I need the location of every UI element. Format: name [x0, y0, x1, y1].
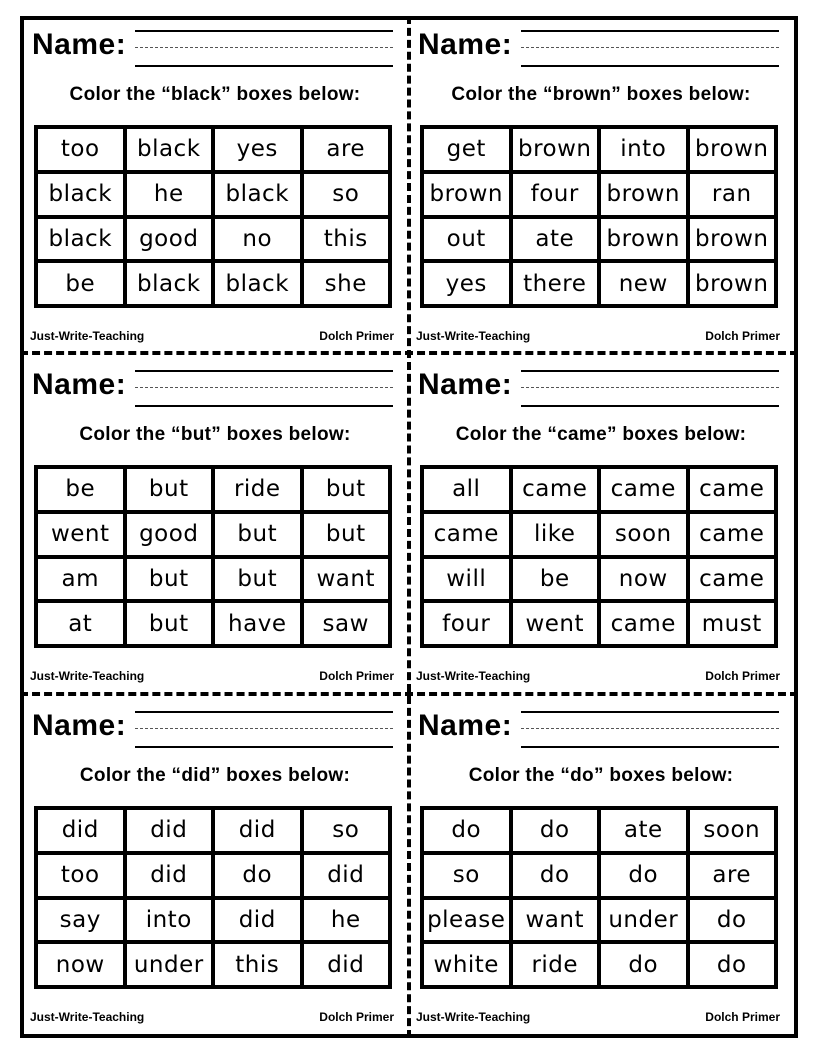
word-box[interactable]: did [125, 853, 214, 898]
word-box[interactable]: yes [422, 261, 511, 306]
word-box[interactable]: black [36, 172, 125, 217]
word-box[interactable]: ride [213, 467, 302, 512]
instruction-text: Color the “came” boxes below: [455, 424, 747, 445]
word-box[interactable]: black [213, 261, 302, 306]
name-line-top[interactable] [521, 370, 779, 372]
word-grid-row [422, 512, 776, 557]
instruction-text: Color the “black” boxes below: [69, 84, 361, 105]
word-grid-row [36, 512, 390, 557]
word-box[interactable]: want [302, 557, 391, 602]
credit-author: Just-Write-Teaching [30, 1010, 145, 1024]
word-box[interactable]: did [36, 808, 125, 853]
word-box[interactable]: came [511, 467, 600, 512]
word-box[interactable]: too [36, 853, 125, 898]
word-box[interactable]: white [422, 942, 511, 987]
instruction-text: Color the “but” boxes below: [79, 424, 351, 445]
word-box[interactable]: came [599, 601, 688, 646]
word-grid-row [36, 127, 390, 172]
word-box[interactable]: brown [599, 172, 688, 217]
name-label: Name: [32, 709, 127, 742]
word-grid-row [422, 808, 776, 853]
name-row [30, 362, 400, 412]
word-box[interactable]: do [599, 942, 688, 987]
word-grid [420, 465, 778, 648]
word-box[interactable]: will [422, 557, 511, 602]
name-line-baseline[interactable] [521, 405, 779, 407]
credit-word-list: Dolch Primer [705, 1010, 780, 1024]
name-line-top[interactable] [135, 30, 393, 32]
word-box[interactable]: do [213, 853, 302, 898]
word-grid-row [36, 261, 390, 306]
name-line-midline [135, 728, 393, 729]
word-box[interactable]: brown [688, 261, 777, 306]
word-box[interactable]: brown [422, 172, 511, 217]
word-grid [34, 465, 392, 648]
word-grid-row [422, 172, 776, 217]
word-box[interactable]: but [213, 512, 302, 557]
word-box[interactable]: came [688, 467, 777, 512]
name-row [416, 703, 786, 753]
name-line-top[interactable] [135, 370, 393, 372]
word-box[interactable]: saw [302, 601, 391, 646]
word-box[interactable]: am [36, 557, 125, 602]
word-box[interactable]: but [302, 467, 391, 512]
horizontal-cut-line-2 [20, 692, 798, 696]
credit-author: Just-Write-Teaching [30, 329, 145, 343]
word-box[interactable]: be [36, 467, 125, 512]
name-line-midline [521, 728, 779, 729]
word-box[interactable]: this [302, 217, 391, 262]
word-box[interactable]: have [213, 601, 302, 646]
horizontal-cut-line-1 [20, 351, 798, 355]
credit-author: Just-Write-Teaching [30, 669, 145, 683]
name-row [416, 22, 786, 72]
word-grid-row [36, 172, 390, 217]
name-row [30, 22, 400, 72]
name-label: Name: [418, 709, 513, 742]
credit-author: Just-Write-Teaching [416, 329, 531, 343]
credit-word-list: Dolch Primer [705, 669, 780, 683]
name-line-baseline[interactable] [521, 65, 779, 67]
word-box[interactable]: good [125, 512, 214, 557]
word-box[interactable]: ate [511, 217, 600, 262]
word-box[interactable]: do [688, 898, 777, 943]
word-box[interactable]: want [511, 898, 600, 943]
name-label: Name: [32, 28, 127, 61]
word-grid-row [36, 467, 390, 512]
word-box[interactable]: now [36, 942, 125, 987]
word-box[interactable]: under [599, 898, 688, 943]
word-box[interactable]: are [688, 853, 777, 898]
word-box[interactable]: black [213, 172, 302, 217]
instruction-text: Color the “did” boxes below: [79, 765, 351, 786]
instruction-text: Color the “do” boxes below: [468, 765, 734, 786]
word-grid [34, 125, 392, 308]
word-box[interactable]: she [302, 261, 391, 306]
word-box[interactable]: came [599, 467, 688, 512]
word-box[interactable]: did [213, 808, 302, 853]
word-box[interactable]: be [36, 261, 125, 306]
word-box[interactable]: brown [688, 127, 777, 172]
word-box[interactable]: must [688, 601, 777, 646]
word-box[interactable]: so [302, 808, 391, 853]
credit-word-list: Dolch Primer [319, 1010, 394, 1024]
word-box[interactable]: now [599, 557, 688, 602]
word-grid-row [36, 217, 390, 262]
word-box[interactable]: brown [511, 127, 600, 172]
word-box[interactable]: no [213, 217, 302, 262]
word-box[interactable]: ate [599, 808, 688, 853]
word-box[interactable]: like [511, 512, 600, 557]
name-line-baseline[interactable] [135, 746, 393, 748]
word-grid-row [36, 601, 390, 646]
word-box[interactable]: but [302, 512, 391, 557]
word-box[interactable]: say [36, 898, 125, 943]
name-label: Name: [418, 28, 513, 61]
word-box[interactable]: do [511, 853, 600, 898]
name-line-baseline[interactable] [135, 65, 393, 67]
word-box[interactable]: black [125, 127, 214, 172]
word-box[interactable]: four [422, 601, 511, 646]
word-box[interactable]: soon [599, 512, 688, 557]
word-box[interactable]: came [688, 512, 777, 557]
instruction-text: Color the “brown” boxes below: [451, 84, 751, 105]
word-box[interactable]: good [125, 217, 214, 262]
word-grid-row [36, 898, 390, 943]
credit-word-list: Dolch Primer [319, 329, 394, 343]
name-line-top[interactable] [521, 711, 779, 713]
word-grid [420, 125, 778, 308]
word-box[interactable]: new [599, 261, 688, 306]
word-box[interactable]: but [125, 601, 214, 646]
name-line-midline [521, 387, 779, 388]
credit-author: Just-Write-Teaching [416, 669, 531, 683]
word-box[interactable]: do [688, 942, 777, 987]
credit-word-list: Dolch Primer [705, 329, 780, 343]
word-box[interactable]: yes [213, 127, 302, 172]
word-box[interactable]: at [36, 601, 125, 646]
word-grid-row [422, 261, 776, 306]
word-box[interactable]: four [511, 172, 600, 217]
credit-author: Just-Write-Teaching [416, 1010, 531, 1024]
word-box[interactable]: are [302, 127, 391, 172]
name-line-top[interactable] [135, 711, 393, 713]
name-label: Name: [418, 368, 513, 401]
word-box[interactable]: do [511, 808, 600, 853]
word-grid-row [422, 853, 776, 898]
word-box[interactable]: did [125, 808, 214, 853]
word-box[interactable]: into [599, 127, 688, 172]
word-box[interactable]: too [36, 127, 125, 172]
word-grid-row [422, 601, 776, 646]
name-row [30, 703, 400, 753]
word-box[interactable]: did [213, 898, 302, 943]
name-row [416, 362, 786, 412]
word-box[interactable]: get [422, 127, 511, 172]
word-box[interactable]: be [511, 557, 600, 602]
word-box[interactable]: so [302, 172, 391, 217]
name-line-baseline[interactable] [521, 746, 779, 748]
word-box[interactable]: into [125, 898, 214, 943]
credit-word-list: Dolch Primer [319, 669, 394, 683]
word-box[interactable]: soon [688, 808, 777, 853]
word-box[interactable]: did [302, 942, 391, 987]
word-box[interactable]: but [125, 467, 214, 512]
name-line-baseline[interactable] [135, 405, 393, 407]
vertical-cut-line [407, 16, 411, 1038]
word-box[interactable]: this [213, 942, 302, 987]
name-line-midline [135, 387, 393, 388]
word-box[interactable]: ride [511, 942, 600, 987]
word-box[interactable]: black [125, 261, 214, 306]
word-box[interactable]: do [599, 853, 688, 898]
word-box[interactable]: there [511, 261, 600, 306]
word-grid-row [422, 898, 776, 943]
word-grid-row [422, 942, 776, 987]
word-box[interactable]: please [422, 898, 511, 943]
word-grid-row [36, 942, 390, 987]
word-box[interactable]: ran [688, 172, 777, 217]
word-box[interactable]: but [125, 557, 214, 602]
word-box[interactable]: black [36, 217, 125, 262]
word-grid-row [422, 467, 776, 512]
word-box[interactable]: he [302, 898, 391, 943]
name-label: Name: [32, 368, 127, 401]
word-grid-row [422, 557, 776, 602]
word-box[interactable]: came [688, 557, 777, 602]
word-grid-row [422, 127, 776, 172]
word-box[interactable]: but [213, 557, 302, 602]
word-grid-row [36, 808, 390, 853]
word-grid [34, 806, 392, 989]
word-grid-row [422, 217, 776, 262]
word-box[interactable]: went [511, 601, 600, 646]
word-box[interactable]: brown [688, 217, 777, 262]
word-box[interactable]: all [422, 467, 511, 512]
word-grid-row [36, 557, 390, 602]
word-box[interactable]: under [125, 942, 214, 987]
word-grid-row [36, 853, 390, 898]
name-line-midline [135, 47, 393, 48]
name-line-midline [521, 47, 779, 48]
name-line-top[interactable] [521, 30, 779, 32]
word-box[interactable]: brown [599, 217, 688, 262]
word-box[interactable]: he [125, 172, 214, 217]
word-box[interactable]: went [36, 512, 125, 557]
word-box[interactable]: came [422, 512, 511, 557]
word-box[interactable]: out [422, 217, 511, 262]
word-box[interactable]: did [302, 853, 391, 898]
word-box[interactable]: do [422, 808, 511, 853]
word-grid [420, 806, 778, 989]
word-box[interactable]: so [422, 853, 511, 898]
